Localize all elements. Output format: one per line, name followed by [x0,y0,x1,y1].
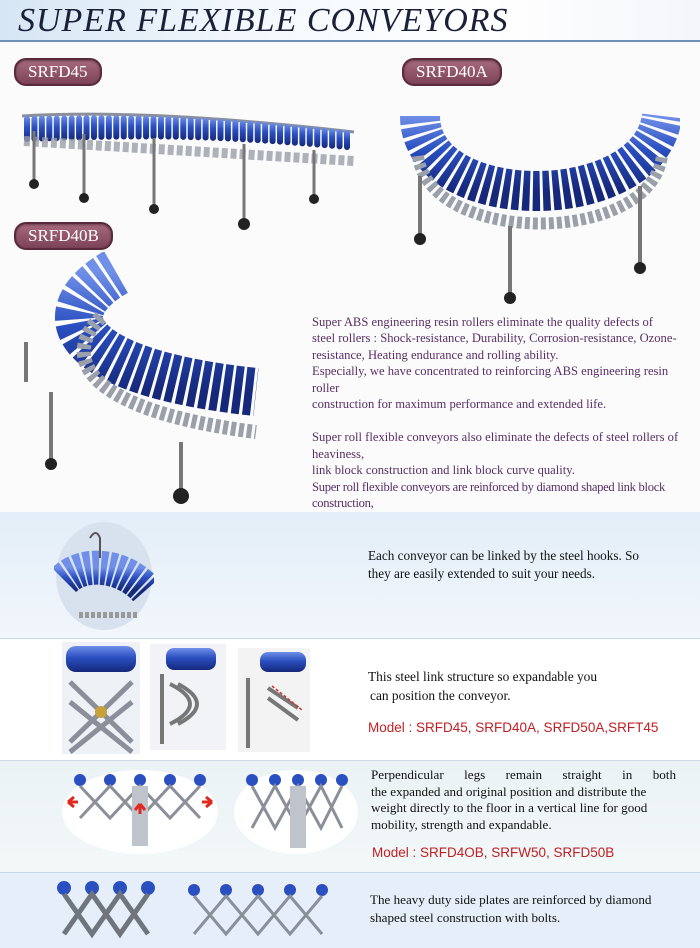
model-badge-srfd40b: SRFD40B [14,222,113,250]
band-divider [0,760,700,761]
header-bar [0,0,700,42]
legs-line: mobility, strength and expandable. [371,816,552,832]
desc-line: construction for maximum performance and extended life. [312,397,607,412]
link-detail-image-2 [150,644,226,750]
desc-line: Super roll flexible conveyors are reinforced by diamond shaped link block construction, [312,479,665,511]
model-badge-srfd45: SRFD45 [14,58,102,86]
hooks-line: Each conveyor can be linked by the steel hooks. So [368,548,640,563]
legs-text [371,767,676,833]
hook-detail-image [54,520,154,632]
product-description [312,314,690,528]
band-divider [0,638,700,639]
desc-line: steel rollers : Shock-resistance, Durability, Corrosion-resistance, Ozone- [312,331,677,346]
legs-model-list: Model : SRFD4OB, SRFW50, SRFD50B [372,845,615,860]
expanded-legs-diagram [60,768,220,856]
conveyor-image-srfd40a [400,96,680,306]
link-text [368,667,597,705]
legs-line: the expanded and original position and distribute the [371,783,647,799]
model-badge-srfd40a: SRFD40A [402,58,502,86]
conveyor-image-srfd45 [14,86,364,236]
desc-line: Super roll flexible conveyors also eliminate the defects of steel rollers of heaviness, [312,430,679,461]
desc-line: Super ABS engineering resin rollers eliminate the quality defects of [312,315,653,329]
legs-line: Perpendicular legs remain straight in both [371,767,676,782]
link-model-list: Model : SRFD45, SRFD40A, SRFD50A,SRFT45 [368,720,659,735]
hooks-line: they are easily extended to suit your needs. [368,566,596,581]
page-title: SUPER FLEXIBLE CONVEYORS [18,2,509,39]
band-divider [0,872,700,873]
desc-line: link block construction and link block curve quality. [312,463,575,478]
header-rule [0,40,700,42]
side-plate-diagram [180,880,336,942]
desc-line: resistance, Heating endurance and rolling ability. [312,347,559,362]
desc-line: Especially, we have concentrated to reinforcing ABS engineering resin roller [312,364,669,395]
legs-line: weight directly to the floor in a vertical line for good [371,800,648,815]
side-plate-photo [52,878,164,944]
link-detail-image-3 [238,648,310,752]
plates-line: The heavy duty side plates are reinforced by diamond [370,892,652,907]
plates-text [370,891,651,927]
plates-line: shaped steel construction with bolts. [370,910,561,925]
conveyor-image-srfd40b [6,252,266,510]
hooks-text [368,547,639,583]
link-line: This steel link structure so expandable you [368,669,598,684]
link-line: can position the conveyor. [370,688,511,703]
original-legs-diagram [232,768,360,856]
link-detail-image-1 [62,642,140,754]
